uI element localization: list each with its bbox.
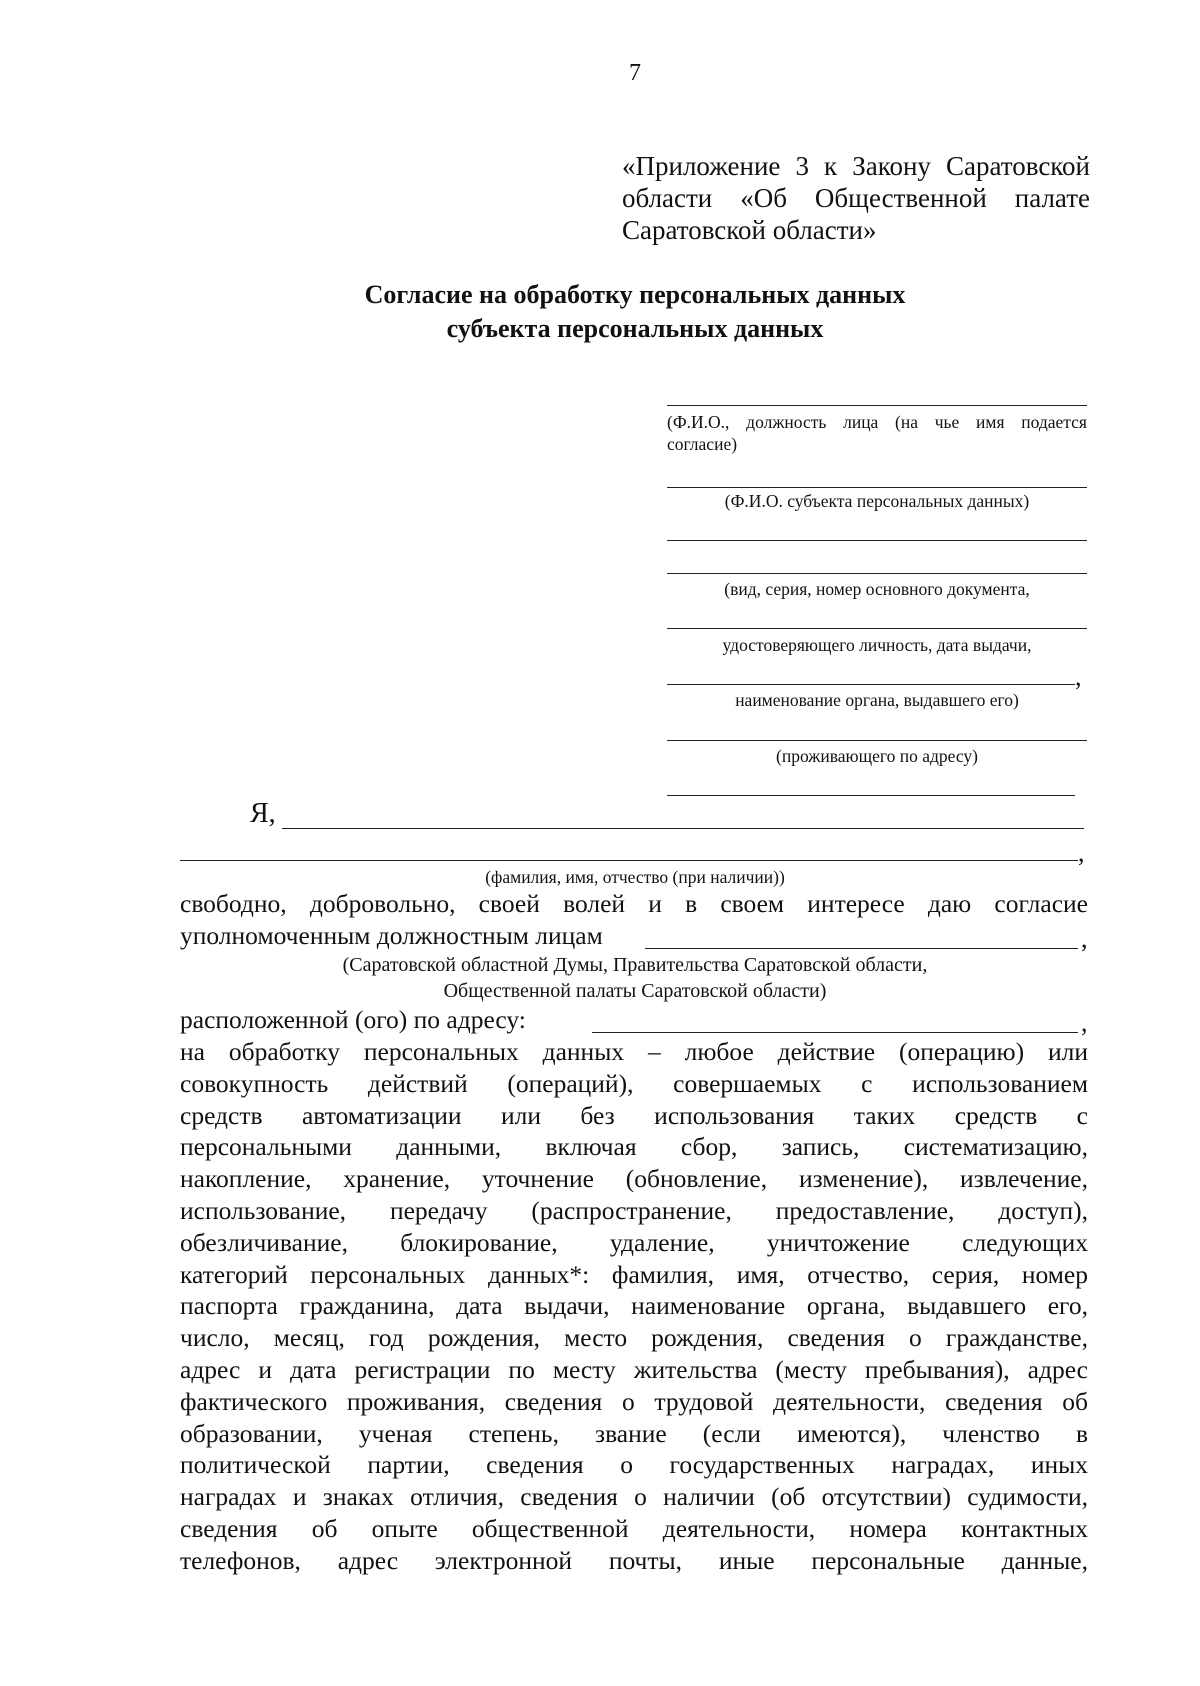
document-identity-hint: удостоверяющего личность, дата выдачи, (722, 635, 1032, 655)
paragraph-line: паспорта гражданина, дата выдачи, наименование органа, выдавшего его, (180, 1291, 1088, 1321)
paragraph-line: телефонов, адрес электронной почты, иные персональные данные, (180, 1545, 1088, 1575)
comma: , (1078, 838, 1085, 867)
subject-name-line-2[interactable] (667, 540, 1087, 541)
recipient-name-line[interactable] (667, 405, 1087, 406)
document-type-hint: (вид, серия, номер основного документа, (724, 579, 1030, 599)
annex-line: области «Об Общественной палате (622, 183, 1090, 213)
authorized-persons-line[interactable] (645, 948, 1078, 949)
residence-hint: (проживающего по адресу) (776, 746, 978, 766)
paragraph-line: категорий персональных данных*: фамилия, имя, отчество, серия, номер (180, 1259, 1088, 1289)
residence-address-line[interactable] (667, 795, 1075, 796)
paragraph-line: на обработку персональных данных – любое действие (операцию) или (180, 1037, 1088, 1066)
paragraph-line: накопление, хранение, уточнение (обновление, изменение), извлечение, (180, 1164, 1088, 1194)
paragraph-line: образовании, ученая степень, звание (если имеются), членство в (180, 1418, 1088, 1448)
residence-line[interactable] (667, 740, 1087, 741)
document-title (300, 278, 970, 346)
document-identity-line[interactable] (667, 628, 1087, 629)
address-line[interactable] (592, 1032, 1078, 1033)
issuing-authority-line[interactable] (667, 684, 1075, 685)
full-name-line[interactable] (282, 828, 1084, 829)
document-title-line: Согласие на обработку персональных данных (364, 280, 906, 309)
authorized-label: уполномоченным должностным лицам (180, 921, 603, 950)
comma: , (1081, 1008, 1088, 1037)
subject-name-line[interactable] (667, 487, 1087, 488)
paragraph-line: персональными данными, включая сбор, запись, систематизацию, (180, 1132, 1088, 1162)
organization-hint-line: (Саратовской областной Думы, Правительства Саратовской области, (342, 954, 928, 976)
document-type-line[interactable] (667, 573, 1087, 574)
consent-text (180, 888, 1088, 920)
annex-reference (622, 150, 1090, 246)
consent-line: свободно, добровольно, своей волей и в своем интересе даю согласие (180, 889, 1088, 918)
paragraph-line: сведения об опыте общественной деятельности, номера контактных (180, 1513, 1088, 1543)
organization-hint (180, 952, 1090, 1004)
subject-name-hint: (Ф.И.О. субъекта персональных данных) (724, 491, 1030, 511)
paragraph-line: средств автоматизации или без использования таких средств с (180, 1100, 1088, 1130)
page-number: 7 (629, 60, 641, 86)
comma: , (1075, 662, 1082, 691)
paragraph-line: наградах и знаках отличия, сведения о наличии (об отсутствии) судимости, (180, 1482, 1088, 1512)
full-name-hint: (фамилия, имя, отчество (при наличии)) (485, 867, 785, 887)
address-label: расположенной (ого) по адресу: (180, 1005, 526, 1034)
paragraph-line: совокупность действий (операций), совершаемых с использованием (180, 1068, 1088, 1098)
comma: , (1081, 924, 1088, 953)
paragraph-line: обезличивание, блокирование, удаление, уничтожение следующих (180, 1227, 1088, 1257)
issuing-authority-hint: наименование органа, выдавшего его) (735, 690, 1019, 710)
annex-line: Саратовской области» (622, 215, 877, 245)
consent-paragraph (180, 1036, 1088, 1577)
paragraph-line: фактического проживания, сведения о трудовой деятельности, сведения об (180, 1386, 1088, 1416)
organization-hint-line: Общественной палаты Саратовской области) (443, 980, 827, 1002)
ya-label: Я, (250, 798, 276, 829)
annex-line: «Приложение 3 к Закону Саратовской (622, 151, 1090, 181)
paragraph-line: политической партии, сведения о государственных наградах, иных (180, 1450, 1088, 1480)
paragraph-line: число, месяц, год рождения, место рождения, сведения о гражданстве, (180, 1323, 1088, 1353)
full-name-line-2[interactable] (180, 860, 1078, 861)
document-title-line: субъекта персональных данных (446, 314, 824, 343)
paragraph-line: адрес и дата регистрации по месту жительства (месту пребывания), адрес (180, 1354, 1088, 1384)
paragraph-line: использование, передачу (распространение, предоставление, доступ), (180, 1195, 1088, 1225)
recipient-name-hint: (Ф.И.О., должность лица (на чье имя подается согласие) (667, 412, 1087, 454)
